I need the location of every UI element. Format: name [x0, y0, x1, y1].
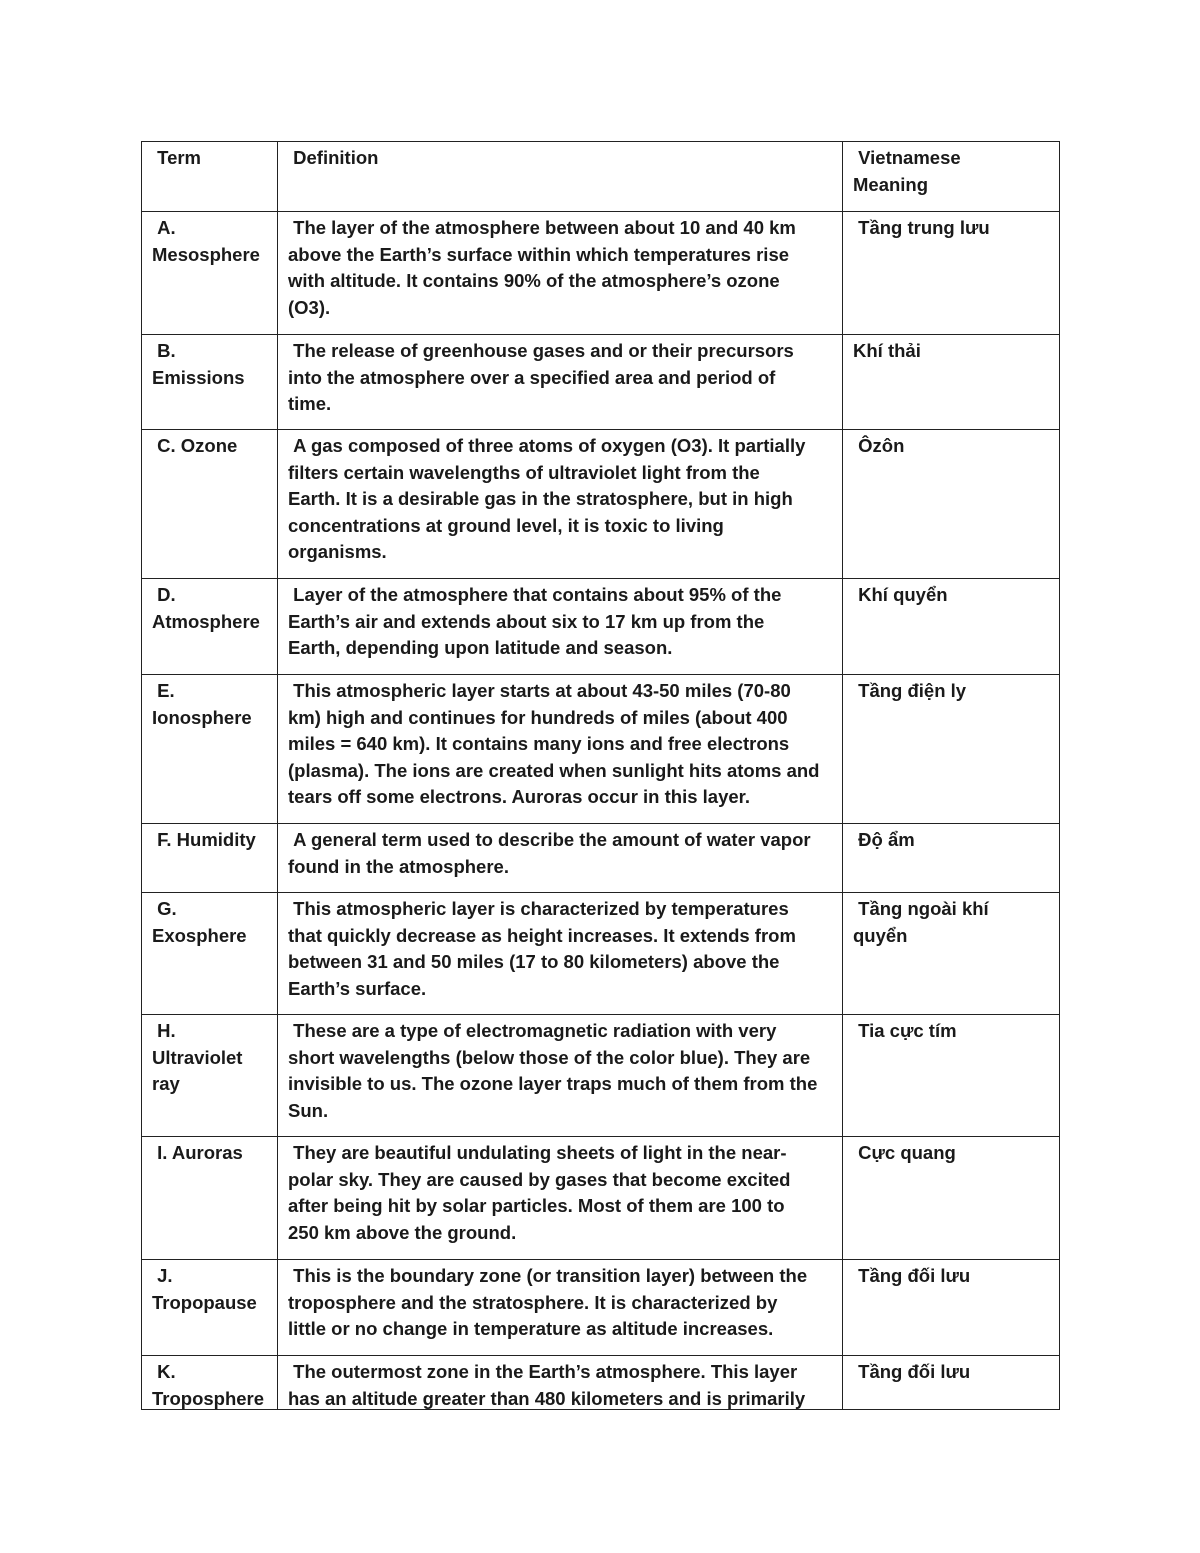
term-cell: A. Mesosphere: [142, 212, 278, 335]
term-cell: D. Atmosphere: [142, 579, 278, 675]
definition-cell: Layer of the atmosphere that contains about 95% of the Earth’s air and extends about six to 17 km up from the Earth, depending upon latitude and season.: [278, 579, 843, 675]
definition-cell: A general term used to describe the amount of water vapor found in the atmosphere.: [278, 824, 843, 893]
table-row: [142, 1356, 1060, 1410]
term-cell: B. Emissions: [142, 335, 278, 430]
vietnamese-cell: Tầng điện ly: [843, 675, 1060, 824]
table-row: [142, 430, 1060, 579]
definition-cell: This is the boundary zone (or transition layer) between the troposphere and the stratosphere. It is characterized by little or no change in temperature as altitude increases.: [278, 1260, 843, 1356]
definition-cell: The layer of the atmosphere between about 10 and 40 km above the Earth’s surface within which temperatures rise with altitude. It contains 90% of the atmosphere’s ozone (O3).: [278, 212, 843, 335]
header-vietnamese-meaning: Vietnamese Meaning: [843, 142, 1060, 212]
definition-cell: The release of greenhouse gases and or their precursors into the atmosphere over a specified area and period of time.: [278, 335, 843, 430]
vietnamese-cell: [843, 1356, 1060, 1410]
header-definition: Definition: [278, 142, 843, 212]
table-row: [142, 1137, 1060, 1260]
definition-cell: [278, 1356, 843, 1410]
term-cell: I. Auroras: [142, 1137, 278, 1260]
vietnamese-cell: Tia cực tím: [843, 1015, 1060, 1137]
definition-cell: This atmospheric layer is characterized by temperatures that quickly decrease as height increases. It extends from between 31 and 50 miles (17 to 80 kilometers) above the Earth’s surface.: [278, 893, 843, 1015]
vietnamese-cell: Tầng đối lưu: [843, 1260, 1060, 1356]
vietnamese-cell: Tầng trung lưu: [843, 212, 1060, 335]
vietnamese-cell: Khí thải: [843, 335, 1060, 430]
header-row: [142, 142, 1060, 212]
table-row: [142, 335, 1060, 430]
term-cell: [142, 1356, 278, 1410]
term-cell: C. Ozone: [142, 430, 278, 579]
definition-cell: They are beautiful undulating sheets of light in the near- polar sky. They are caused by gases that become excited after being hit by solar particles. Most of them are 100 to 250 km above the ground.: [278, 1137, 843, 1260]
term-cell: H. Ultraviolet ray: [142, 1015, 278, 1137]
header-term: Term: [142, 142, 278, 212]
table-row: [142, 579, 1060, 675]
vietnamese-cell: Tầng ngoài khí quyển: [843, 893, 1060, 1015]
table-row: [142, 1260, 1060, 1356]
definition-cell: A gas composed of three atoms of oxygen (O3). It partially filters certain wavelengths of ultraviolet light from the Earth. It is a desirable gas in the stratosphere, but in high concentrations at ground level, it is toxic to living organisms.: [278, 430, 843, 579]
vietnamese-cell: Độ ẩm: [843, 824, 1060, 893]
table-row: [142, 1015, 1060, 1137]
definition-text: The outermost zone in the Earth’s atmosphere. This layer has an altitude greater than 480 kilometers and is primarily: [288, 1361, 806, 1409]
vietnamese-cell: Cực quang: [843, 1137, 1060, 1260]
term-cell: E. Ionosphere: [142, 675, 278, 824]
vietnamese-cell: Khí quyển: [843, 579, 1060, 675]
glossary-table: [141, 141, 1060, 1410]
definition-cell: These are a type of electromagnetic radiation with very short wavelengths (below those of the color blue). They are invisible to us. The ozone layer traps much of them from the Sun.: [278, 1015, 843, 1137]
term-cell: J. Tropopause: [142, 1260, 278, 1356]
table-row: [142, 824, 1060, 893]
definition-cell: This atmospheric layer starts at about 43-50 miles (70-80 km) high and continues for hundreds of miles (about 400 miles = 640 km). It contains many ions and free electrons (plasma). The ions are created when sunlight hits atoms and tears off some electrons. Auroras occur in this layer.: [278, 675, 843, 824]
vietnamese-text: Tầng đối lưu: [853, 1361, 971, 1382]
table-row: [142, 212, 1060, 335]
term-cell: F. Humidity: [142, 824, 278, 893]
table-row: [142, 893, 1060, 1015]
term-cell: G. Exosphere: [142, 893, 278, 1015]
table-row: [142, 675, 1060, 824]
term-text: K. Troposphere: [152, 1361, 265, 1409]
vietnamese-cell: Ôzôn: [843, 430, 1060, 579]
